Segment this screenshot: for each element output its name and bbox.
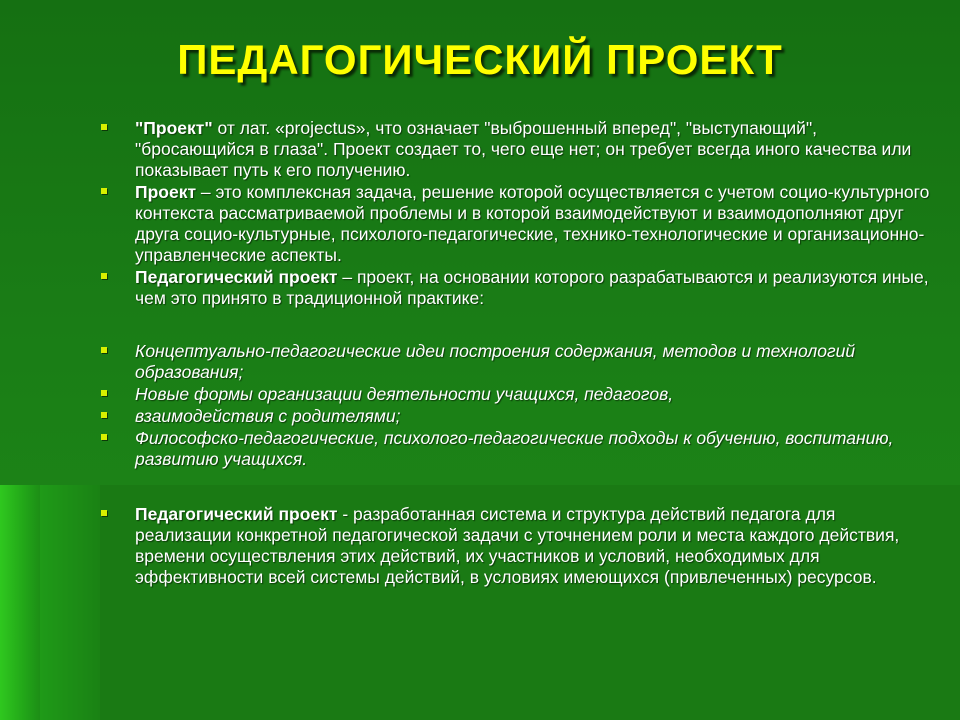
bullet-item-project-definition [100, 182, 930, 266]
square-bullet-icon [101, 412, 107, 418]
decorative-panel-left [0, 485, 40, 720]
bullet-item-project-etymology [100, 118, 930, 181]
decorative-panel-middle [40, 485, 100, 720]
term-project: Проект [135, 182, 197, 202]
italic-item-text: взаимодействия с родителями; [135, 406, 401, 426]
italic-item-text: Концептуально-педагогические идеи построения содержания, методов и технологий образования; [135, 341, 856, 382]
term-project-quoted: "Проект" [135, 118, 213, 138]
italic-item-text: Философско-педагогические, психолого-педагогические подходы к обучению, воспитанию, развитию учащихся. [135, 428, 894, 469]
square-bullet-icon [101, 347, 107, 353]
slide-content [100, 118, 930, 589]
square-bullet-icon [101, 510, 107, 516]
bullet-item-pedagogical-project-definition [100, 504, 930, 588]
italic-list-item [100, 341, 930, 383]
square-bullet-icon [101, 124, 107, 130]
bullet-item-pedagogical-project-intro [100, 267, 930, 309]
square-bullet-icon [101, 434, 107, 440]
term-pedagogical-project: Педагогический проект [135, 504, 338, 524]
italic-list-item [100, 428, 930, 470]
definition-text: - разработанная система и структура действий педагога для реализации конкретной педагогической задачи с уточнением роли и места каждого действия, времени осуществления этих действий, их участников и условий, необходимых для эффективности всей системы действий, в условиях имеющихся (привлеченных) ресурсов. [135, 504, 900, 587]
italic-list-item [100, 406, 930, 427]
square-bullet-icon [101, 273, 107, 279]
definition-text: – проект, на основании которого разрабатываются и реализуются иные, чем это принято в традиционной практике: [135, 267, 929, 308]
slide-title: ПЕДАГОГИЧЕСКИЙ ПРОЕКТ [177, 36, 783, 83]
square-bullet-icon [101, 390, 107, 396]
definition-text: от лат. «projectus», что означает "выброшенный вперед", "выступающий", "бросающийся в глаза". Проект создает то, чего еще нет; он требует всегда иного качества или показывает путь к его получению. [135, 118, 912, 180]
definition-text: – это комплексная задача, решение которой осуществляется с учетом социо-культурного контекста рассматриваемой проблемы и в которой взаимодействуют и взаимодополняют друг друга социо-культурные, психолого-педагогические, технико-технологические и организационно-управленческие аспекты. [135, 182, 930, 265]
term-pedagogical-project: Педагогический проект [135, 267, 338, 287]
square-bullet-icon [101, 188, 107, 194]
italic-list-item [100, 384, 930, 405]
italic-item-text: Новые формы организации деятельности учащихся, педагогов, [135, 384, 674, 404]
